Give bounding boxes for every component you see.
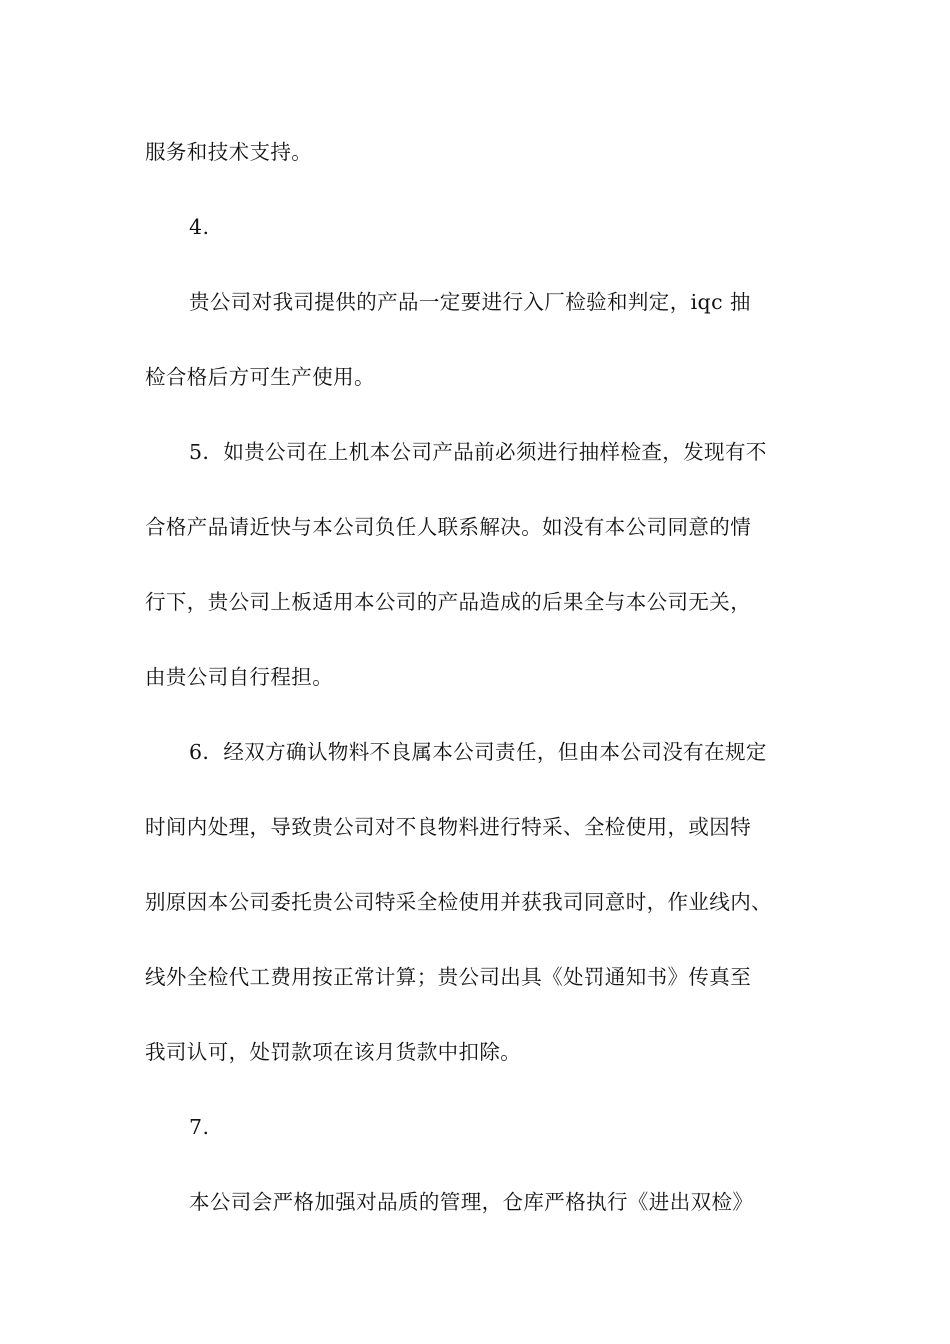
text-line: 行下，贵公司上板适用本公司的产品造成的后果全与本公司无关，: [145, 590, 752, 614]
text-line: 我司认可，处罚款项在该月货款中扣除。: [145, 1040, 522, 1064]
text-line: 6．经双方确认物料不良属本公司责任，但由本公司没有在规定: [189, 740, 767, 764]
text-line: 检合格后方可生产使用。: [145, 365, 375, 389]
text-line: 线外全检代工费用按正常计算；贵公司出具《处罚通知书》传真至: [145, 965, 752, 989]
text-line: 本公司会严格加强对品质的管理，仓库严格执行《进出双检》: [189, 1190, 754, 1214]
list-number: 7.: [189, 1115, 210, 1139]
list-number: 4.: [189, 215, 210, 239]
text-line: 服务和技术支持。: [145, 140, 313, 164]
text-line: 时间内处理，导致贵公司对不良物料进行特采、全检使用，或因特: [145, 815, 752, 839]
text-line: 由贵公司自行程担。: [145, 665, 334, 689]
text-line: 别原因本公司委托贵公司特采全检使用并获我司同意时，作业线内、: [145, 890, 772, 914]
text-line: 合格产品请近快与本公司负任人联系解决。如没有本公司同意的情: [145, 515, 752, 539]
text-line: 5．如贵公司在上机本公司产品前必须进行抽样检查，发现有不: [189, 440, 767, 464]
text-line: 贵公司对我司提供的产品一定要进行入厂检验和判定，iqc 抽: [189, 290, 751, 314]
